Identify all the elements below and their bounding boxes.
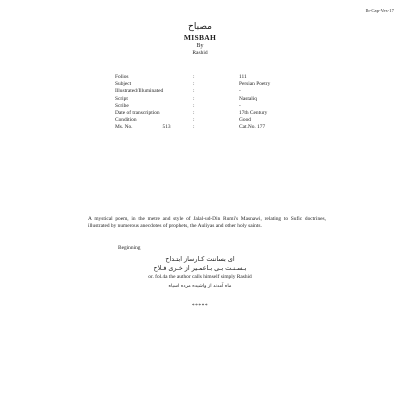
english-note: or. fol.4a the author calls himself simply Rashid: [148, 274, 252, 280]
description-paragraph: A mystical poem, in the metre and style of Jalal-ud-Din Rumi's Masnawi, relating to Sufic doctrines, illustrated by numerous anecdotes of prophets, the Auliyas and other holy saints.: [88, 216, 326, 230]
metadata-value: Good: [239, 117, 251, 124]
metadata-row-illustrated: [115, 88, 315, 95]
arabic-verse-line-3: ماه آمدند از واشیده مرده اسیاه: [168, 284, 232, 289]
metadata-value: -: [239, 102, 241, 109]
author-name: Rashid: [192, 50, 208, 56]
metadata-row-scribe: [115, 103, 315, 110]
beginning-label: Beginning: [118, 245, 141, 251]
metadata-value: Nastaliq: [239, 95, 257, 102]
metadata-colon: :: [193, 102, 195, 109]
arabic-verse-line-1: ای بساننت کـارساز ابتـداح: [165, 255, 235, 263]
metadata-row-subject: [115, 81, 315, 88]
metadata-colon: :: [193, 95, 195, 102]
metadata-value: 17th Century: [239, 110, 268, 117]
metadata-key: Illustrated/Illuminated: [115, 88, 164, 95]
metadata-colon: :: [193, 81, 195, 88]
arabic-title: مصباح: [188, 22, 212, 32]
metadata-value: 111: [239, 74, 247, 80]
metadata-row-date: [115, 110, 315, 117]
metadata-key: Condition: [115, 117, 137, 124]
arabic-verse-line-2: بـسـنـت بـی بـاعمـیر از خـری فـلاح: [153, 264, 247, 272]
metadata-colon: :: [193, 88, 195, 95]
metadata-key: Scribe: [115, 102, 129, 109]
metadata-key: [115, 124, 193, 131]
metadata-row-condition: [115, 117, 315, 124]
title-block: [0, 22, 400, 57]
end-mark: *****: [191, 303, 209, 309]
ms-no-label: Ms. No.: [115, 124, 133, 131]
metadata-value: -: [239, 88, 241, 95]
latin-title: MISBAH: [183, 33, 217, 42]
metadata-key: Script: [115, 95, 128, 102]
metadata-colon: :: [193, 110, 195, 117]
metadata-row-folios: [115, 74, 315, 81]
by-label: By: [196, 43, 204, 49]
metadata-table: [115, 74, 315, 132]
metadata-key: Date of transcription: [115, 110, 160, 117]
metadata-colon: :: [193, 124, 195, 131]
metadata-value: Persian Poetry: [239, 81, 271, 88]
metadata-colon: :: [193, 74, 195, 80]
metadata-value: Cat.No. 177: [239, 124, 266, 131]
ms-no-code: 513: [162, 124, 171, 131]
metadata-row-script: [115, 96, 315, 103]
metadata-row-ms-no: [115, 124, 315, 131]
page-reference: Ib-Cap-Ves-17: [365, 8, 394, 13]
metadata-colon: :: [193, 117, 195, 124]
metadata-key: Folios: [115, 74, 129, 80]
metadata-key: Subject: [115, 81, 132, 88]
